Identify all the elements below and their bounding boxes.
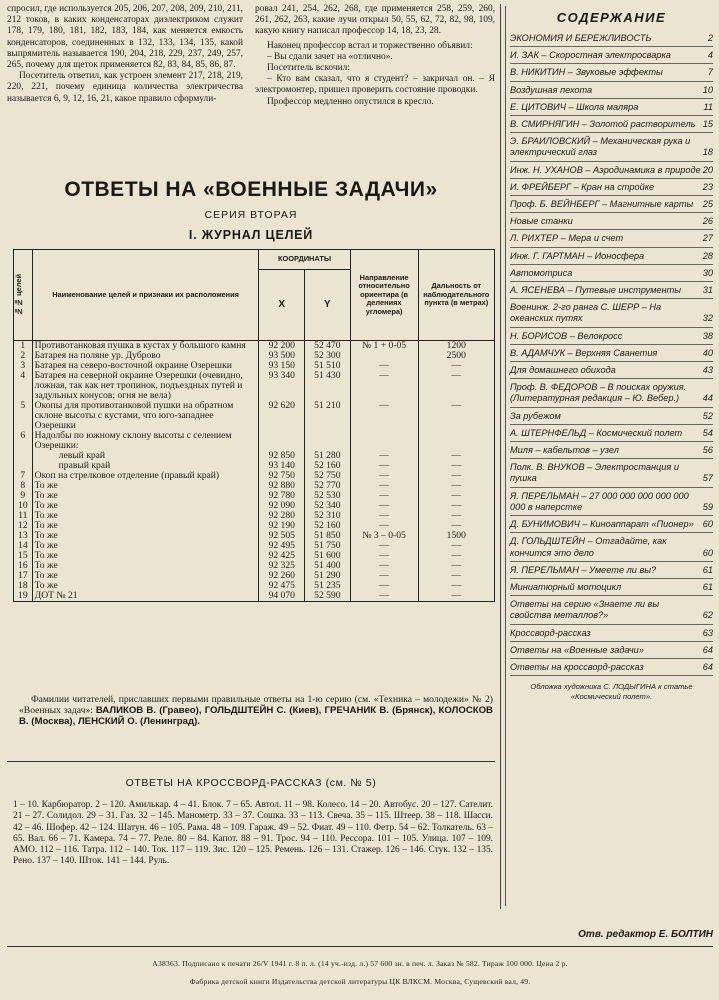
target-row <box>14 481 495 491</box>
story-column-1 <box>7 4 243 105</box>
target-number: 6 <box>14 431 33 451</box>
target-number: 10 <box>14 501 33 511</box>
coord-y: 52 470 <box>305 341 351 352</box>
toc-item <box>510 285 713 299</box>
toc-item-title: Миля – кабельтов – узел <box>510 445 619 456</box>
toc-item-page: 32 <box>702 313 713 324</box>
coord-x: 93 140 <box>259 461 305 471</box>
toc-item <box>510 365 713 379</box>
toc-item-title: И. ФРЕЙБЕРГ – Кран на стройке <box>510 181 655 192</box>
toc-item <box>510 645 713 659</box>
target-number: 7 <box>14 471 33 481</box>
toc-item <box>510 565 713 579</box>
toc-item-title: Автомотриса <box>510 267 573 278</box>
target-name: То же <box>32 531 259 541</box>
coord-x: 92 190 <box>259 521 305 531</box>
toc-item-page: 61 <box>702 581 713 592</box>
coord-x: 92 880 <box>259 481 305 491</box>
toc-item <box>510 67 713 81</box>
toc-item <box>510 182 713 196</box>
target-distance: — <box>418 461 494 471</box>
coord-y: 52 750 <box>305 471 351 481</box>
coord-y: 52 530 <box>305 491 351 501</box>
target-row <box>14 511 495 521</box>
coord-x: 92 495 <box>259 541 305 551</box>
target-name: То же <box>32 521 259 531</box>
toc-item <box>510 85 713 99</box>
target-number <box>14 451 33 461</box>
toc-item-page: 25 <box>702 199 713 210</box>
header-coords: КООРДИНАТЫ <box>259 250 350 270</box>
coord-y: 52 160 <box>305 521 351 531</box>
toc-item <box>510 33 713 47</box>
target-row <box>14 541 495 551</box>
coord-y: 51 600 <box>305 551 351 561</box>
target-direction: — <box>350 521 418 531</box>
target-row <box>14 571 495 581</box>
toc-item <box>510 536 713 561</box>
target-number: 8 <box>14 481 33 491</box>
story-paragraph: – Кто вам сказал, что я студент? – закричал он. – Я электромонтер, пришел проверить состояние проводки. <box>255 74 495 96</box>
target-direction: — <box>350 551 418 561</box>
coord-x: 92 425 <box>259 551 305 561</box>
target-name: То же <box>32 501 259 511</box>
toc-item <box>510 462 713 487</box>
target-distance: — <box>418 551 494 561</box>
toc-item-page: 2 <box>707 33 713 43</box>
target-name: Окопы для противотанковой пушки на обратном склоне высоты с кустами, что юго-западнее Озерешки <box>32 401 259 431</box>
toc-item-title: В. НИКИТИН – Звуковые эффекты <box>510 67 663 78</box>
target-direction: № 1 + 0-05 <box>350 341 418 352</box>
toc-item-title: За рубежом <box>510 410 561 421</box>
toc-item <box>510 599 713 624</box>
imprint-line-1: А38363. Подписано к печати 26/V 1941 г. 8 п. л. (14 уч.-изд. л.) 57 600 зн. в печ. л. Заказ № 582. Тираж 100 000. Цена 2 р. <box>152 959 568 968</box>
coord-y: 51 510 <box>305 361 351 371</box>
target-number: 1 <box>14 341 33 352</box>
toc-item <box>510 582 713 596</box>
toc-item-title: Проф. Б. ВЕЙНБЕРГ – Магнитные карты <box>510 199 694 210</box>
coord-y: 51 850 <box>305 531 351 541</box>
target-row <box>14 401 495 431</box>
readers-names: ВАЛИКОВ В. (Гравео), ГОЛЬДШТЕЙН С. (Киев), ГРЕЧАНИК В. (Брянск), КОЛОСКОВ В. (Москва), ЛЕНСКИЙ О. (Ленинград). <box>19 705 493 728</box>
target-distance: — <box>418 371 494 401</box>
toc-item <box>510 50 713 64</box>
target-name: Батарея на северо-восточной окраине Озерешки <box>32 361 259 371</box>
coord-y <box>305 431 351 451</box>
target-number: 12 <box>14 521 33 531</box>
coord-y: 52 340 <box>305 501 351 511</box>
toc-item-page: 61 <box>702 564 713 575</box>
coord-y: 52 160 <box>305 461 351 471</box>
header-num: №№ целей <box>14 250 33 341</box>
header-x: X <box>259 269 305 341</box>
toc-item-page: 18 <box>702 147 713 158</box>
coord-x: 93 500 <box>259 351 305 361</box>
target-direction <box>350 431 418 451</box>
target-distance: — <box>418 591 494 602</box>
coord-x: 94 070 <box>259 591 305 602</box>
coord-y: 52 770 <box>305 481 351 491</box>
toc-item <box>510 348 713 362</box>
target-direction: — <box>350 471 418 481</box>
target-direction: — <box>350 571 418 581</box>
toc-item-title: Ответы на серию «Знаете ли вы свойства металлов?» <box>510 599 660 621</box>
target-distance: 2500 <box>418 351 494 361</box>
toc-item-title: Л. РИХТЕР – Мера и счет <box>510 233 624 244</box>
target-row <box>14 371 495 401</box>
target-distance: 1500 <box>418 531 494 541</box>
target-name: То же <box>32 511 259 521</box>
imprint <box>7 946 713 986</box>
coord-y: 51 400 <box>305 561 351 571</box>
target-direction: — <box>350 541 418 551</box>
target-number: 4 <box>14 371 33 401</box>
toc-item <box>510 233 713 247</box>
target-name: То же <box>32 491 259 501</box>
target-distance: 1200 <box>418 341 494 352</box>
toc-item-title: Проф. В. ФЕДОРОВ – В поисках оружия. (Литературная редакция – Ю. Вебер.) <box>510 382 687 404</box>
target-distance: — <box>418 521 494 531</box>
target-distance: — <box>418 481 494 491</box>
target-distance: — <box>418 401 494 431</box>
toc-item <box>510 628 713 642</box>
toc-item-title: В. АДАМЧУК – Верхняя Сванетия <box>510 347 658 358</box>
target-distance: — <box>418 541 494 551</box>
target-number: 13 <box>14 531 33 541</box>
target-number: 11 <box>14 511 33 521</box>
coord-x: 92 850 <box>259 451 305 461</box>
toc-item <box>510 102 713 116</box>
target-distance: — <box>418 361 494 371</box>
toc-item-page: 15 <box>702 119 713 130</box>
targets-table <box>13 249 495 602</box>
target-distance <box>418 431 494 451</box>
toc-item-page: 63 <box>702 627 713 638</box>
coord-y: 51 290 <box>305 571 351 581</box>
coord-y: 52 310 <box>305 511 351 521</box>
header-distance: Дальность от наблюдательного пункта (в метрах) <box>418 250 494 341</box>
toc-item-title: Инж. Н. УХАНОВ – Аэродинамика в природе <box>510 164 701 175</box>
toc-item-page: 20 <box>702 164 713 175</box>
column-divider <box>500 4 501 909</box>
target-direction: — <box>350 561 418 571</box>
toc-item-page: 56 <box>702 445 713 456</box>
target-row <box>14 561 495 571</box>
coord-y: 51 280 <box>305 451 351 461</box>
toc-item <box>510 331 713 345</box>
coord-y: 51 750 <box>305 541 351 551</box>
toc-item <box>510 662 713 676</box>
coord-x: 92 780 <box>259 491 305 501</box>
toc-item-title: Я. ПЕРЕЛЬМАН – Умеете ли вы? <box>510 564 657 575</box>
target-name: То же <box>32 561 259 571</box>
target-name: Надолбы по южному склону высоты с селением Озерешки: <box>32 431 259 451</box>
target-distance: — <box>418 561 494 571</box>
target-number: 14 <box>14 541 33 551</box>
coord-y: 51 235 <box>305 581 351 591</box>
target-number: 19 <box>14 591 33 602</box>
coord-x: 92 325 <box>259 561 305 571</box>
target-name: ДОТ № 21 <box>32 591 259 602</box>
toc-item-page: 28 <box>702 250 713 261</box>
toc-item-title: Для домашнего обихода <box>510 365 616 376</box>
story-paragraph: Профессор медленно опустился в кресло. <box>267 96 434 107</box>
target-direction: — <box>350 581 418 591</box>
toc-item-title: Ответы на «Военные задачи» <box>510 644 644 655</box>
target-row <box>14 491 495 501</box>
target-number: 15 <box>14 551 33 561</box>
answers-title: ОТВЕТЫ НА «ВОЕННЫЕ ЗАДАЧИ» <box>64 178 438 201</box>
target-row <box>14 471 495 481</box>
coord-y: 51 210 <box>305 401 351 431</box>
target-name: То же <box>32 551 259 561</box>
toc-item <box>510 268 713 282</box>
toc-item <box>510 411 713 425</box>
toc-item-page: 7 <box>707 67 713 78</box>
toc-item-page: 26 <box>702 216 713 227</box>
target-direction: — <box>350 501 418 511</box>
coord-x: 92 505 <box>259 531 305 541</box>
target-distance: — <box>418 471 494 481</box>
divider <box>7 761 495 762</box>
header-y: Y <box>305 269 351 341</box>
toc-item-page: 23 <box>702 181 713 192</box>
target-row <box>14 431 495 451</box>
toc-item-page: 44 <box>702 393 713 404</box>
toc-item <box>510 445 713 459</box>
coord-x: 92 280 <box>259 511 305 521</box>
toc-item-title: Миниатюрный мотоцикл <box>510 581 622 592</box>
target-direction: — <box>350 461 418 471</box>
toc-item <box>510 136 713 161</box>
series-subtitle: СЕРИЯ ВТОРАЯ <box>204 209 298 221</box>
target-direction: № 3 – 0-05 <box>350 531 418 541</box>
coord-x: 92 750 <box>259 471 305 481</box>
toc-item-title: Ответы на кроссворд-рассказ <box>510 661 644 672</box>
editor-credit: Отв. редактор Е. БОЛТИН <box>578 929 713 940</box>
target-number: 17 <box>14 571 33 581</box>
target-direction: — <box>350 371 418 401</box>
toc-item <box>510 216 713 230</box>
toc-item <box>510 199 713 213</box>
crossword-title: ОТВЕТЫ НА КРОССВОРД-РАССКАЗ (см. № 5) <box>125 777 377 789</box>
target-name: левый край <box>32 451 259 461</box>
target-distance: — <box>418 451 494 461</box>
target-direction: — <box>350 451 418 461</box>
target-name: То же <box>32 541 259 551</box>
left-column <box>7 4 495 909</box>
toc-item-page: 60 <box>702 519 713 530</box>
toc-item-page: 43 <box>702 365 713 376</box>
target-distance: — <box>418 511 494 521</box>
coord-x: 92 090 <box>259 501 305 511</box>
toc-item-title: Я. ПЕРЕЛЬМАН – 27 000 000 000 000 000 000 в наперстке <box>510 490 689 512</box>
coord-y: 52 590 <box>305 591 351 602</box>
target-number: 2 <box>14 351 33 361</box>
toc-item-title: Воздушная пехота <box>510 84 593 95</box>
toc-item-title: Е. ЦИТОВИЧ – Школа маляра <box>510 101 639 112</box>
target-row <box>14 591 495 602</box>
toc-item <box>510 119 713 133</box>
coord-x: 93 340 <box>259 371 305 401</box>
target-name: Батарея на северной окраине Озерешки (очевидно, ложная, так как нет тропинок, подъездных путей и задульных конусов; огня не вела) <box>32 371 259 401</box>
target-name: Окоп на стрелковое отделение (правый край) <box>32 471 259 481</box>
target-number: 5 <box>14 401 33 431</box>
toc-item-page: 38 <box>702 330 713 341</box>
cover-note: Обложка художника С. ЛОДЫГИНА к статье «Космический полет». <box>530 682 693 701</box>
toc-item-page: 10 <box>702 84 713 95</box>
toc-item-title: А. ШТЕРНФЕЛЬД – Космический полет <box>510 427 683 438</box>
toc-item-page: 11 <box>703 101 713 112</box>
target-number: 18 <box>14 581 33 591</box>
target-distance: — <box>418 571 494 581</box>
toc-item-title: Кроссворд-рассказ <box>510 627 591 638</box>
header-name: Наименование целей и признаки их расположения <box>32 250 259 341</box>
target-number: 9 <box>14 491 33 501</box>
target-row <box>14 581 495 591</box>
toc-item <box>510 251 713 265</box>
story-paragraph: Посетитель вскочил: <box>267 63 350 74</box>
target-number: 3 <box>14 361 33 371</box>
coord-x: 92 200 <box>259 341 305 352</box>
toc-item-title: Д. ГОЛЬДШТЕЙН – Отгадайте, как кончится это дело <box>510 536 667 558</box>
toc-item-title: Н. БОРИСОВ – Велокросс <box>510 330 623 341</box>
toc-item <box>510 428 713 442</box>
journal-heading: I. ЖУРНАЛ ЦЕЛЕЙ <box>188 228 314 242</box>
toc-list <box>510 33 713 676</box>
toc-item-page: 52 <box>702 410 713 421</box>
toc-item-page: 40 <box>702 347 713 358</box>
imprint-line-2: Фабрика детской книги Издательства детской литературы ЦК ВЛКСМ. Москва, Сущевский вал, 49. <box>189 977 531 986</box>
target-direction: — <box>350 481 418 491</box>
toc-item-title: А. ЯСЕНЕВА – Путевые инструменты <box>510 285 682 296</box>
target-row <box>14 501 495 511</box>
target-direction: — <box>350 591 418 602</box>
coord-x <box>259 431 305 451</box>
toc-item-page: 60 <box>702 547 713 558</box>
toc-item-title: Новые станки <box>510 216 573 227</box>
toc-item-page: 64 <box>702 661 713 672</box>
target-name: Батарея на поляне ур. Дуброво <box>32 351 259 361</box>
target-name: То же <box>32 581 259 591</box>
toc-item-title: ЭКОНОМИЯ И БЕРЕЖЛИВОСТЬ <box>510 33 652 43</box>
target-row <box>14 531 495 541</box>
coord-y: 52 300 <box>305 351 351 361</box>
toc-item-title: В. СМИРНЯГИН – Золотой растворитель <box>510 119 696 130</box>
table-of-contents <box>505 6 713 906</box>
toc-item-page: 31 <box>702 285 713 296</box>
story-ending <box>7 4 495 164</box>
toc-item-page: 59 <box>702 501 713 512</box>
toc-item-page: 27 <box>702 233 713 244</box>
story-paragraph: Посетитель ответил, как устроен элемент 217, 218, 219, 220, 221, почему единица количества электричества называется 6, 9, 12, 16, 21, какое правило сформули- <box>7 71 243 104</box>
toc-item-title: Военинж. 2-го ранга С. ШЕРР – На океанских путях <box>510 302 662 324</box>
toc-item <box>510 491 713 516</box>
toc-item-title: Д. БУНИМОВИЧ – Киноаппарат «Пионер» <box>510 519 694 530</box>
header-direction: Направление относительно ориентира (в делениях угломера) <box>350 250 418 341</box>
toc-item-title: Э. БРАИЛОВСКИЙ – Механическая рука и электрический глаз <box>510 136 691 158</box>
story-paragraph: спросил, где используется 205, 206, 207, 208, 209, 210, 211, 212 токов, в каких конденсаторах диэлектриком служит 178, 179, 180, 181, 182, 183, 184, как меняется емкость конденсаторов, соединенных в 132, 133, 134, 135, какой выпрямитель называется 190, 204, 218, 229, 237, 249, 257, 265, почему для щеток применяется 82, 83, 84, 85, 86, 87. <box>7 4 243 71</box>
story-paragraph: Наконец профессор встал и торжественно объявил: <box>267 40 473 51</box>
toc-item-page: 64 <box>702 644 713 655</box>
readers-lead: Фамилии читателей, приславших первыми правильные ответы на 1-ю серию (см. «Техника – молодежи» № 2) «Военных задач»: <box>19 694 493 717</box>
target-number: 16 <box>14 561 33 571</box>
toc-item <box>510 382 713 407</box>
toc-item-page: 57 <box>702 473 713 484</box>
target-distance: — <box>418 581 494 591</box>
target-direction: — <box>350 401 418 431</box>
toc-item <box>510 302 713 327</box>
target-name: То же <box>32 571 259 581</box>
target-distance: — <box>418 491 494 501</box>
toc-item <box>510 165 713 179</box>
crossword-answers: 1 – 10. Карбюратор. 2 – 120. Амилькар. 4 – 41. Блок. 7 – 65. Автол. 11 – 98. Колесо. 14 – 20. Автобус. 20 – 127. Сателит. 21 – 27. Солидол. 29 – 31. Газ. 32 – 145. Манометр. 33 – 37. Сошка. 33 – 113. Свеча. 35 – 115. Штеер. 38 – 118. Шасси. 42 – 46. Шофер. 42 – 124. Шатун. 46 – 105. Рама. 48 – 109. Гараж. 49 – 52. Фиат. 49 – 110. Фетр. 54 – 62. Толкатель. 63 – 65. Вал. 66 – 71. Камера. 74 – 77. Реле. 80 – 84. Капот. 88 – 91. Трос. 94 – 110. Рессора. 101 – 105. Улица. 107 – 109. АМО. 112 – 116. Татра. 112 – 140. Ток. 117 – 119. Зис. 120 – 125. Ремень. 126 – 131. Стажер. 126 – 146. Стук. 132 – 135. Рено. 137 – 140. Шток. 141 – 144. Руль. <box>13 800 493 867</box>
target-row <box>14 521 495 531</box>
readers-list <box>19 694 493 728</box>
coord-x: 92 260 <box>259 571 305 581</box>
toc-title: СОДЕРЖАНИЕ <box>556 10 667 25</box>
toc-item <box>510 519 713 533</box>
target-distance: — <box>418 501 494 511</box>
story-paragraph: – Вы сдали зачет на «отлично». <box>267 51 393 62</box>
toc-item-page: 62 <box>702 610 713 621</box>
target-direction: — <box>350 361 418 371</box>
toc-item-title: И. ЗАК – Скоростная электросварка <box>510 50 671 61</box>
target-direction: — <box>350 491 418 501</box>
coord-x: 92 620 <box>259 401 305 431</box>
toc-item-page: 30 <box>702 267 713 278</box>
target-name: Противотанковая пушка в кустах у большого камня <box>32 341 259 352</box>
target-row <box>14 551 495 561</box>
coord-y: 51 430 <box>305 371 351 401</box>
target-name: То же <box>32 481 259 491</box>
coord-x: 93 150 <box>259 361 305 371</box>
coord-x: 92 475 <box>259 581 305 591</box>
story-paragraph: ровал 241, 254, 262, 268, где применяется 258, 259, 260, 261, 262, 263, какие лучи открыл 50, 55, 62, 72, 82, 98, 109, какую книгу написал профессор 14, 18, 23, 28. <box>255 4 495 37</box>
target-name: правый край <box>32 461 259 471</box>
toc-item-page: 4 <box>707 50 713 61</box>
story-column-2 <box>255 4 495 108</box>
toc-item-title: Полк. В. ВНУКОВ – Электростанция и пушка <box>510 462 679 484</box>
target-direction: — <box>350 511 418 521</box>
toc-item-page: 54 <box>702 427 713 438</box>
toc-item-title: Инж. Г. ГАРТМАН – Ионосфера <box>510 250 645 261</box>
